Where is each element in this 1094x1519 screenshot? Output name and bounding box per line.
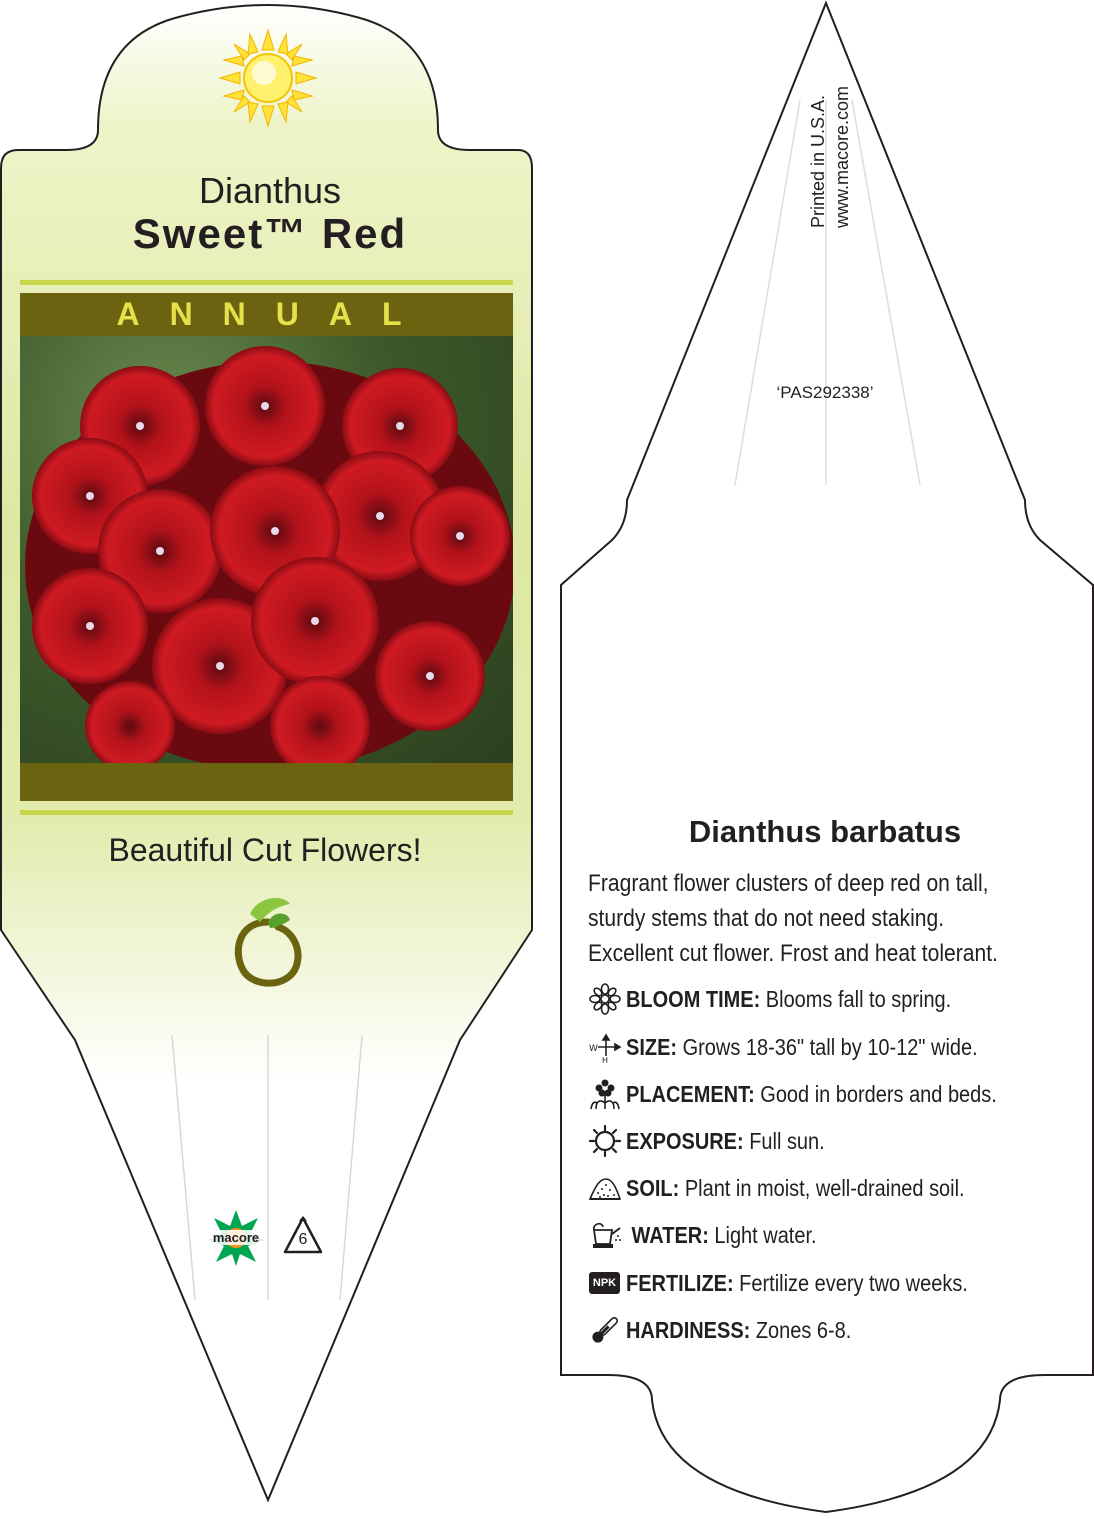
flower-icon — [588, 982, 622, 1016]
placement-plants-icon — [588, 1077, 622, 1111]
thermometer-icon — [588, 1313, 622, 1347]
care-label: SOIL: — [626, 1174, 680, 1201]
care-row-soil — [588, 1170, 1088, 1206]
watering-can-icon — [588, 1218, 622, 1252]
printed-in: Printed in U.S.A. — [808, 94, 828, 228]
care-row-size — [588, 1029, 1088, 1065]
care-value: Full sun. — [749, 1127, 825, 1154]
category-band — [20, 293, 513, 336]
svg-text:W: W — [589, 1044, 598, 1054]
care-value: Fertilize every two weeks. — [739, 1269, 968, 1296]
npk-label: NPK — [589, 1272, 620, 1294]
website: www.macore.com — [832, 85, 852, 228]
species-name: Dianthus barbatus — [688, 814, 962, 849]
plant-variety: Sweet™ Red — [132, 210, 408, 257]
top-rule — [20, 280, 513, 285]
plant-genus: Dianthus — [198, 170, 342, 211]
care-label: HARDINESS: — [626, 1316, 751, 1343]
bottom-rule — [20, 810, 513, 815]
care-label: SIZE: — [626, 1033, 678, 1060]
care-value: Grows 18-36" tall by 10-12" wide. — [682, 1033, 978, 1060]
npk-fertilizer-icon — [588, 1266, 622, 1300]
patent-number: ‘PAS292338’ — [776, 383, 874, 402]
soil-pile-icon — [588, 1171, 622, 1205]
care-row-hardiness — [588, 1312, 1088, 1348]
care-row-bloom — [588, 981, 1088, 1017]
category-label: ANNUAL — [116, 296, 432, 332]
flower-photo — [20, 336, 513, 763]
care-value: Zones 6-8. — [755, 1316, 852, 1343]
care-row-water — [588, 1217, 1088, 1253]
care-row-placement — [588, 1076, 1088, 1112]
size-arrows-icon — [588, 1030, 622, 1064]
plant-description: Fragrant flower clusters of deep red on tall, sturdy stems that do not need staking. Excellent cut flower. Frost and heat tolerant. — [588, 870, 998, 967]
svg-text:H: H — [602, 1056, 609, 1064]
tagline: Beautiful Cut Flowers! — [108, 832, 422, 868]
care-label: BLOOM TIME: — [626, 985, 761, 1012]
care-label: FERTILIZE: — [626, 1269, 734, 1296]
care-value: Light water. — [714, 1221, 817, 1248]
recycle-code: 6 — [298, 1231, 308, 1248]
care-row-exposure — [588, 1123, 1088, 1159]
macore-logo — [206, 1208, 266, 1268]
care-value: Plant in moist, well-drained soil. — [684, 1174, 965, 1201]
care-label: EXPOSURE: — [626, 1127, 744, 1154]
care-label: PLACEMENT: — [626, 1080, 755, 1107]
macore-logo-text: macore — [206, 1230, 266, 1245]
care-value: Good in borders and beds. — [760, 1080, 997, 1107]
recycle-symbol — [282, 1215, 324, 1257]
bottom-band — [20, 763, 513, 801]
sun-outline-icon — [588, 1124, 622, 1158]
leaf-swirl-icon — [228, 892, 308, 992]
care-label: WATER: — [631, 1221, 709, 1248]
sun-icon — [218, 28, 318, 128]
care-row-fertilize — [588, 1265, 1088, 1301]
care-value: Blooms fall to spring. — [765, 985, 952, 1012]
